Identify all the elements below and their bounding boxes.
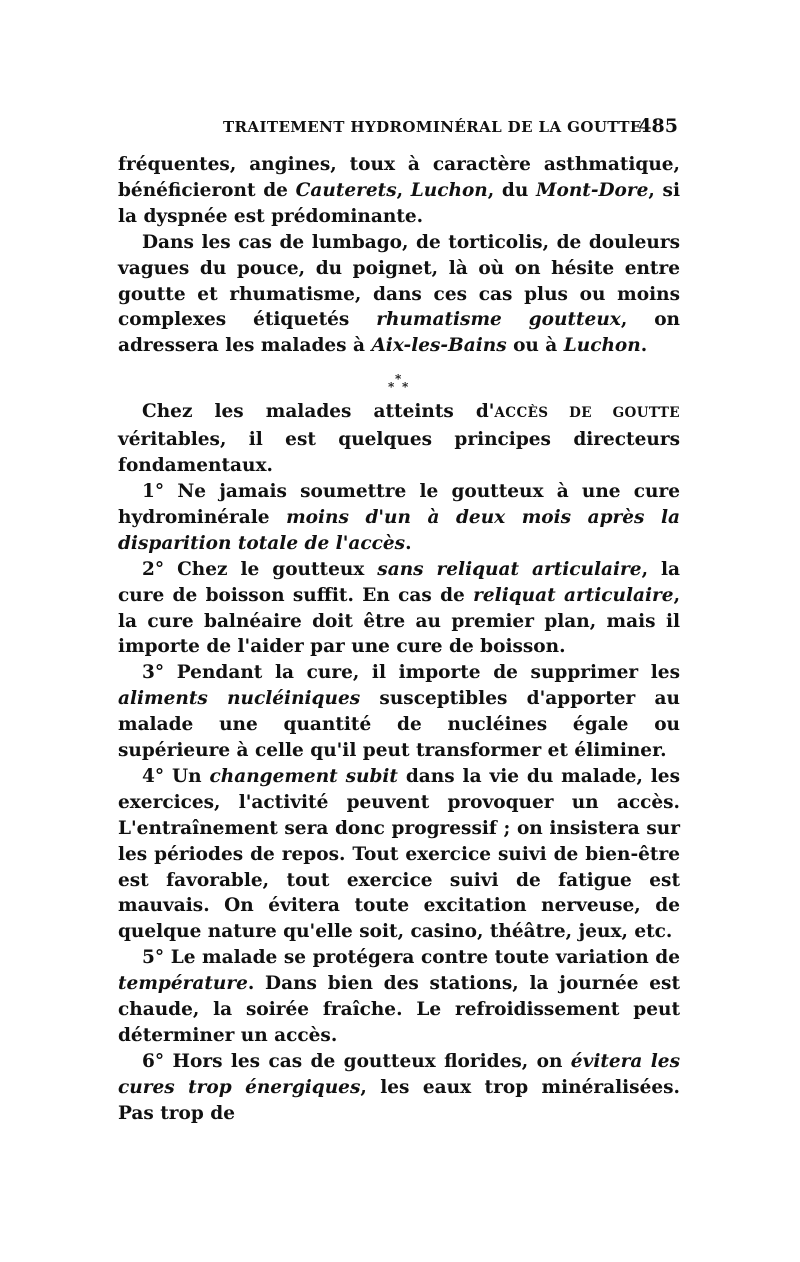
text-run: Chez les malades atteints d' [142,401,495,423]
rule-number: 4° [142,765,165,787]
text-run: Ne jamais soumettre le goutteux à une cure hydrominérale [118,480,680,528]
text-run: , si la dyspnée est prédominante. [118,179,680,227]
italic-term: rhumatisme goutteux [376,309,621,331]
italic-phrase: évitera les cures trop énergiques [118,1050,680,1098]
text-run: Hors les cas de goutteux florides, on [164,1050,571,1072]
rule-number: 5° [142,947,165,969]
text-run: Le malade se protégera contre toute variation de [164,947,680,969]
italic-place: Mont-Dore [536,179,649,201]
asterisk-mark: * [388,380,395,395]
running-head: TRAITEMENT HYDROMINÉRAL DE LA GOUTTE [223,118,642,136]
italic-phrase: changement subit [209,765,398,787]
italic-phrase: aliments nucléiniques [118,688,361,710]
italic-phrase: température [118,973,248,995]
text-run: , les eaux trop minéralisées. Pas trop de [118,1076,680,1124]
paragraph-rule-6 [118,1049,680,1127]
asterism-divider [118,359,680,399]
paragraph-rule-1 [118,479,680,557]
paragraph-rule-5 [118,945,680,1049]
text-run: susceptibles d'apporter au malade une quantité de nucléines égale ou supérieure à celle qu'il peut transformer et éliminer. [118,688,680,762]
italic-phrase: moins d'un à deux mois après la disparition totale de l'accès [118,506,680,554]
paragraph-1 [118,152,680,230]
text-run: . [405,532,412,554]
paragraph-rule-4 [118,764,680,945]
text-run: , du [487,179,536,201]
page-header [118,115,678,139]
text-run: fréquentes, angines, toux à caractère asthmatique, bénéficieront de [118,154,680,201]
rule-number: 2° [142,558,165,580]
body-text [118,152,680,1127]
text-run: Dans les cas de lumbago, de torticolis, de douleurs vagues du pouce, du poignet, là où on hésite entre goutte et rhumatisme, dans ces cas plus ou moins complexes étiquetés [118,231,680,331]
text-run: . Dans bien des stations, la journée est chaude, la soirée fraîche. Le refroidissement peut déterminer un accès. [118,973,680,1046]
text-run: , la cure de boisson suffit. En cas de [118,558,680,606]
small-caps-term: ACCÈS DE GOUTTE [494,405,680,422]
text-run: véritables, il est quelques principes directeurs fondamentaux. [118,429,680,477]
text-run: Chez le goutteux [164,558,378,580]
paragraph-2 [118,230,680,360]
italic-phrase: sans reliquat articulaire [377,558,642,580]
text-run: ou à [506,335,564,357]
rule-number: 1° [142,480,165,502]
italic-place: Luchon [563,335,641,357]
text-run: , on adressera les malades à [118,309,680,357]
rule-number: 6° [142,1050,165,1072]
text-run: . [640,335,648,357]
italic-place: Luchon [410,179,488,201]
text-run: , [396,179,411,201]
text-run: Un [164,765,210,787]
text-run: , la cure balnéaire doit être au premier plan, mais il importe de l'aider par une cure de boisson. [118,584,681,658]
paragraph-rule-3 [118,660,680,764]
asterisk-mark: * [395,372,402,387]
rule-number: 3° [142,662,165,684]
italic-phrase: reliquat articulaire [473,584,674,606]
paragraph-3 [118,399,680,479]
italic-place: Cauterets [295,179,397,201]
italic-place: Aix-les-Bains [371,335,507,357]
text-run: dans la vie du malade, les exercices, l'activité peuvent provoquer un accès. L'entraînement sera donc progressif ; on insistera sur les périodes de repos. Tout exercice suivi de bien-être est favorable, tout exercice suivi de fatigue est mauvais. On évitera toute excitation nerveuse, de quelque nature qu'elle soit, casino, théâtre, jeux, etc. [118,765,680,943]
paragraph-rule-2 [118,557,680,661]
text-run: Pendant la cure, il importe de supprimer les [164,662,680,684]
page-number: 485 [638,115,678,137]
asterisk-mark: * [402,380,409,395]
